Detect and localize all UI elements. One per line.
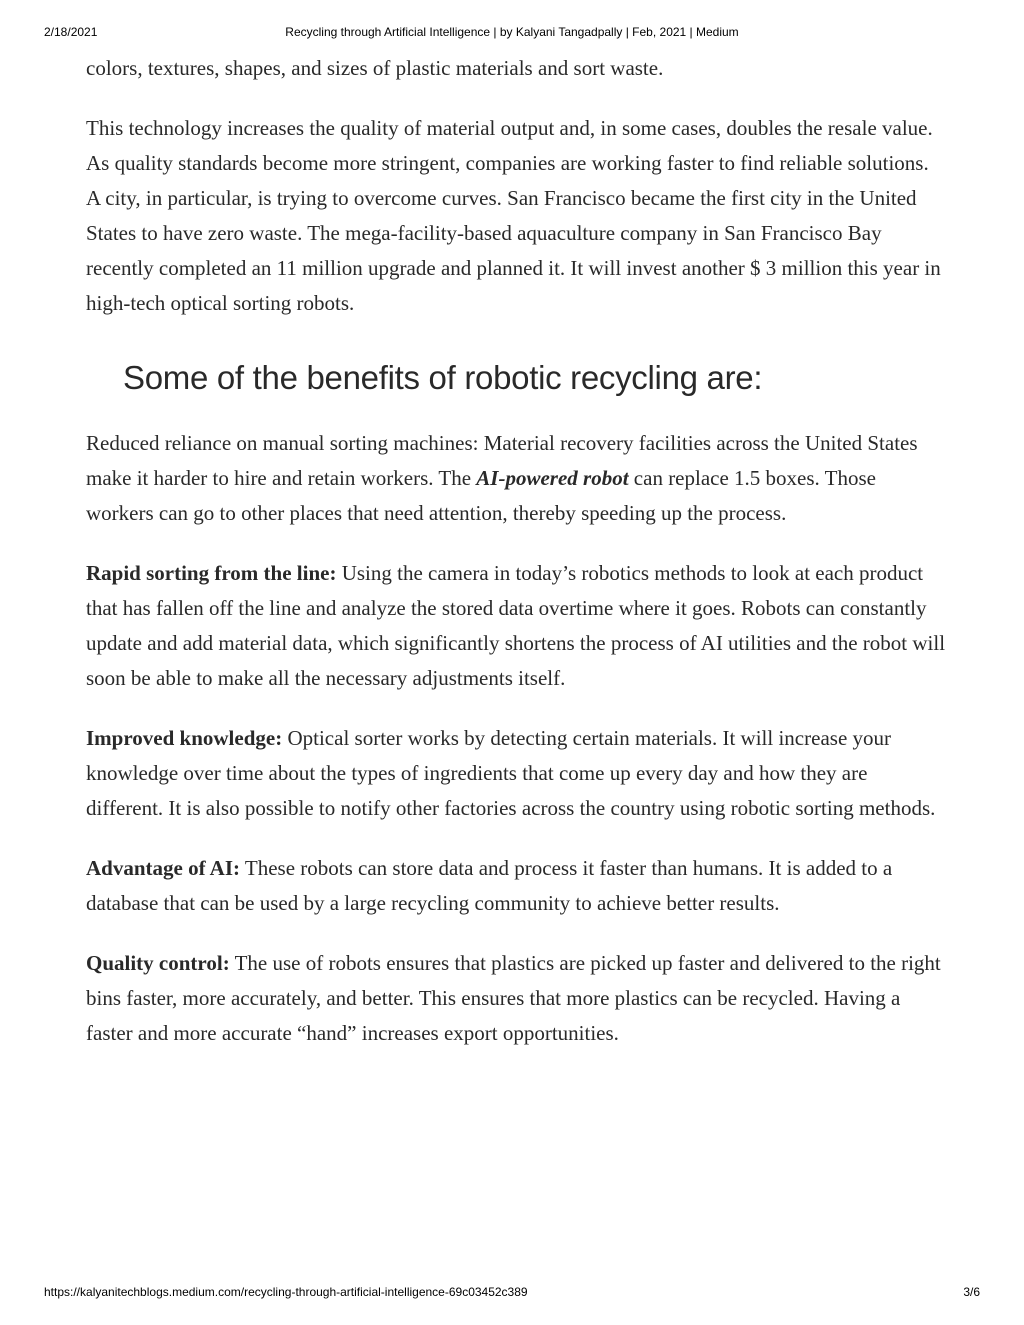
benefit-title: Quality control: — [86, 951, 230, 975]
page-number: 3/6 — [963, 1285, 980, 1299]
intro-tail-paragraph: colors, textures, shapes, and sizes of plastic materials and sort waste. — [86, 56, 664, 80]
benefit-title: Rapid sorting from the line: — [86, 561, 337, 585]
benefit-text: Using the camera in today’s robotics methods to look at each product that has fallen off the line and analyze the stored data overtime where it goes. Robots can constantly update and add material data, which significantly shortens the process of AI utilities and the robot will soon be able to make all the necessary adjustments itself. — [86, 561, 946, 690]
benefit-text-after: can replace 1.5 boxes. Those workers can go to other places that need attention, thereby speeding up the process. — [86, 466, 876, 525]
benefit-rapid-sorting — [86, 556, 946, 696]
benefits-heading: Some of the benefits of robotic recycling are: — [123, 359, 763, 396]
benefit-reduced-reliance — [86, 426, 946, 531]
print-url: https://kalyanitechblogs.medium.com/recycling-through-artificial-intelligence-69c03452c389 — [44, 1285, 528, 1299]
benefit-title: Improved knowledge: — [86, 726, 283, 750]
print-header — [0, 25, 1024, 41]
sf-investment-paragraph: This technology increases the quality of material output and, in some cases, doubles the resale value. As quality standards become more stringent, companies are working faster to find reliable solutions. A city, in particular, is trying to overcome curves. San Francisco became the first city in the United States to have zero waste. The mega-facility-based aquaculture company in San Francisco Bay recently completed an 11 million upgrade and planned it. It will invest another $ 3 million this year in high-tech optical sorting robots. — [86, 116, 941, 315]
article-body — [86, 51, 946, 1076]
benefit-text: The use of robots ensures that plastics are picked up faster and delivered to the right bins faster, more accurately, and better. This ensures that more plastics can be recycled. Having a faster and more accurate “hand” increases export opportunities. — [86, 951, 941, 1045]
benefit-title: Advantage of AI: — [86, 856, 241, 880]
benefit-text-before: Reduced reliance on manual sorting machines: Material recovery facilities across the United States make it harder to hire and retain workers. The — [86, 431, 918, 490]
print-date: 2/18/2021 — [44, 25, 98, 39]
print-footer — [0, 1285, 1024, 1301]
benefit-text: These robots can store data and process it faster than humans. It is added to a database that can be used by a large recycling community to achieve better results. — [86, 856, 893, 915]
benefit-text: Optical sorter works by detecting certain materials. It will increase your knowledge over time about the types of ingredients that come up every day and how they are different. It is also possible to notify other factories across the country using robotic sorting methods. — [86, 726, 936, 820]
print-page-title: Recycling through Artificial Intelligence | by Kalyani Tangadpally | Feb, 2021 | Medium — [285, 25, 739, 39]
benefit-quality-control — [86, 946, 946, 1051]
benefit-advantage-of-ai — [86, 851, 946, 921]
benefit-emphasis: AI-powered robot — [476, 466, 629, 490]
benefit-improved-knowledge — [86, 721, 946, 826]
